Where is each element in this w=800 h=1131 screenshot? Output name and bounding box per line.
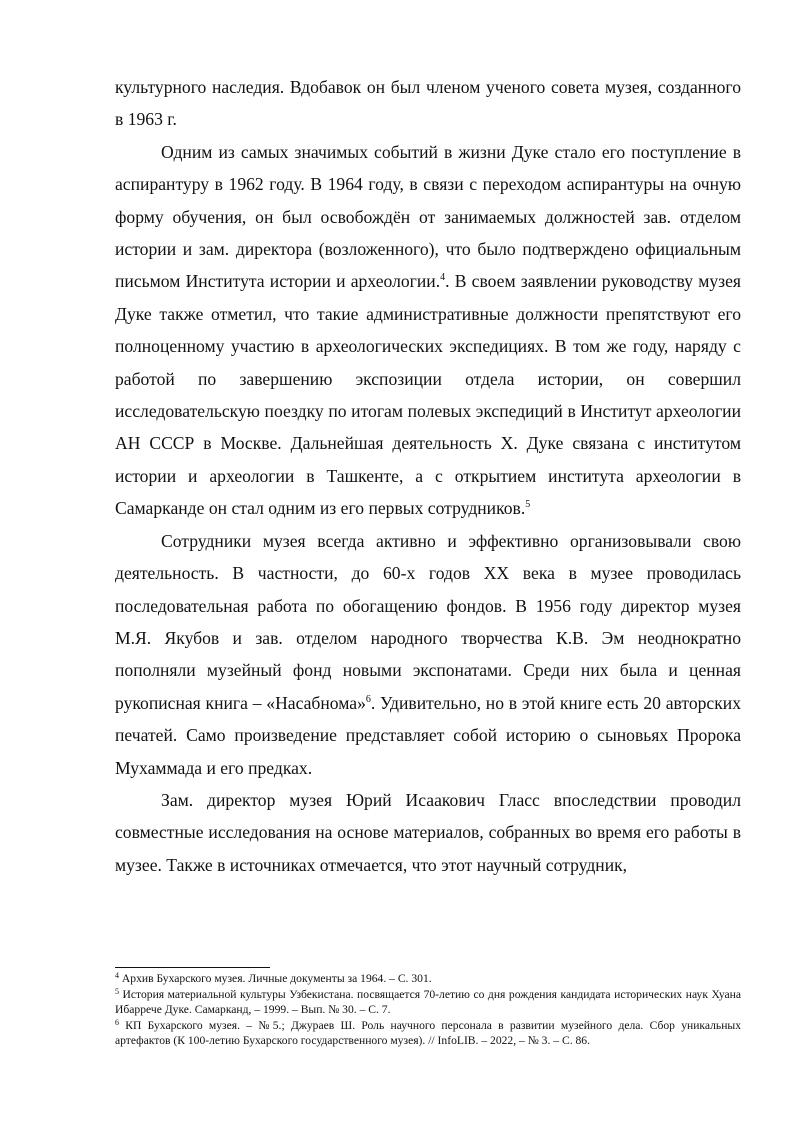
footnote-4 bbox=[115, 971, 741, 987]
paragraph-glass bbox=[115, 784, 741, 881]
footnote-text: Архив Бухарского музея. Личные документы за 1964. – С. 301. bbox=[119, 972, 432, 985]
paragraph-text: Зам. директор музея Юрий Исаакович Гласс впоследствии проводил совместные исследования на основе материалов, собранных во время его работы в музее. Также в источниках отмечается, что этот научный сотрудник, bbox=[115, 789, 741, 875]
footnote-ref-6[interactable]: 6 bbox=[365, 693, 371, 705]
footnote-separator bbox=[115, 967, 270, 968]
footnote-ref-5[interactable]: 5 bbox=[525, 499, 531, 511]
footnote-number: 4 bbox=[115, 971, 119, 980]
footnote-5 bbox=[115, 987, 741, 1018]
footnotes bbox=[115, 967, 741, 1049]
paragraph-text: . Удивительно, но в этой книге есть 20 авторских печатей. Само произведение представляет собой историю о сыновьях Пророка Мухаммада и его предках. bbox=[115, 692, 741, 778]
paragraph-text: Одним из самых значимых событий в жизни Дуке стало его поступление в аспирантуру в 1962 году. В 1964 году, в связи с переходом аспирантуры на очную форму обучения, он был освобождён от занимаемых должностей зав. отделом истории и зам. директора (возложенного), что было подтверждено официальным письмом Института истории и археологии. bbox=[115, 141, 741, 292]
paragraph-text: Сотрудники музея всегда активно и эффективно организовывали свою деятельность. В частности, до 60-х годов XX века в музее проводилась последовательная работа по обогащению фондов. В 1956 году директор музея М.Я. Якубов и зав. отделом народного творчества К.В. Эм неоднократно пополняли музейный фонд новыми экспонатами. Среди них была и ценная рукописная книга – «Насабнома» bbox=[115, 530, 741, 713]
footnote-number: 6 bbox=[115, 1017, 119, 1027]
footnote-text: КП Бухарского музея. – №5.; Джураев Ш. Роль научного персонала в развитии музейного дела. Сбор уникальных артефактов (К 100-летию Бухарского государственного музея). // InfoLIB. – 2022, – № 3. – С. 86. bbox=[115, 1018, 741, 1048]
paragraph-continuation bbox=[115, 71, 741, 136]
document-body bbox=[115, 71, 741, 881]
footnote-6 bbox=[115, 1018, 741, 1049]
footnote-text: История материальной культуры Узбекистана. посвящается 70-летию со дня рождения кандидата исторических наук Хуана Ибаррече Дуке. Самарканд, – 1999. – Вып. № 30. – С. 7. bbox=[115, 987, 741, 1017]
paragraph-museum-staff bbox=[115, 525, 741, 784]
paragraph-duke-career bbox=[115, 136, 741, 525]
footnote-number: 5 bbox=[115, 986, 119, 996]
paragraph-text: . В своем заявлении руководству музея Дуке также отметил, что такие административные должности препятствуют его полноценному участию в археологических экспедициях. В том же году, наряду с работой по завершению экспозиции отдела истории, он совершил исследовательскую поездку по итогам полевых экспедиций в Институт археологии АН СССР в Москве. Дальнейшая деятельность Х. Дуке связана с институтом истории и археологии в Ташкенте, а с открытием института археологии в Самарканде он стал одним из его первых сотрудников. bbox=[115, 271, 741, 519]
paragraph-text: культурного наследия. Вдобавок он был членом ученого совета музея, созданного в 1963 г. bbox=[115, 77, 741, 130]
footnote-ref-4[interactable]: 4 bbox=[440, 272, 446, 284]
